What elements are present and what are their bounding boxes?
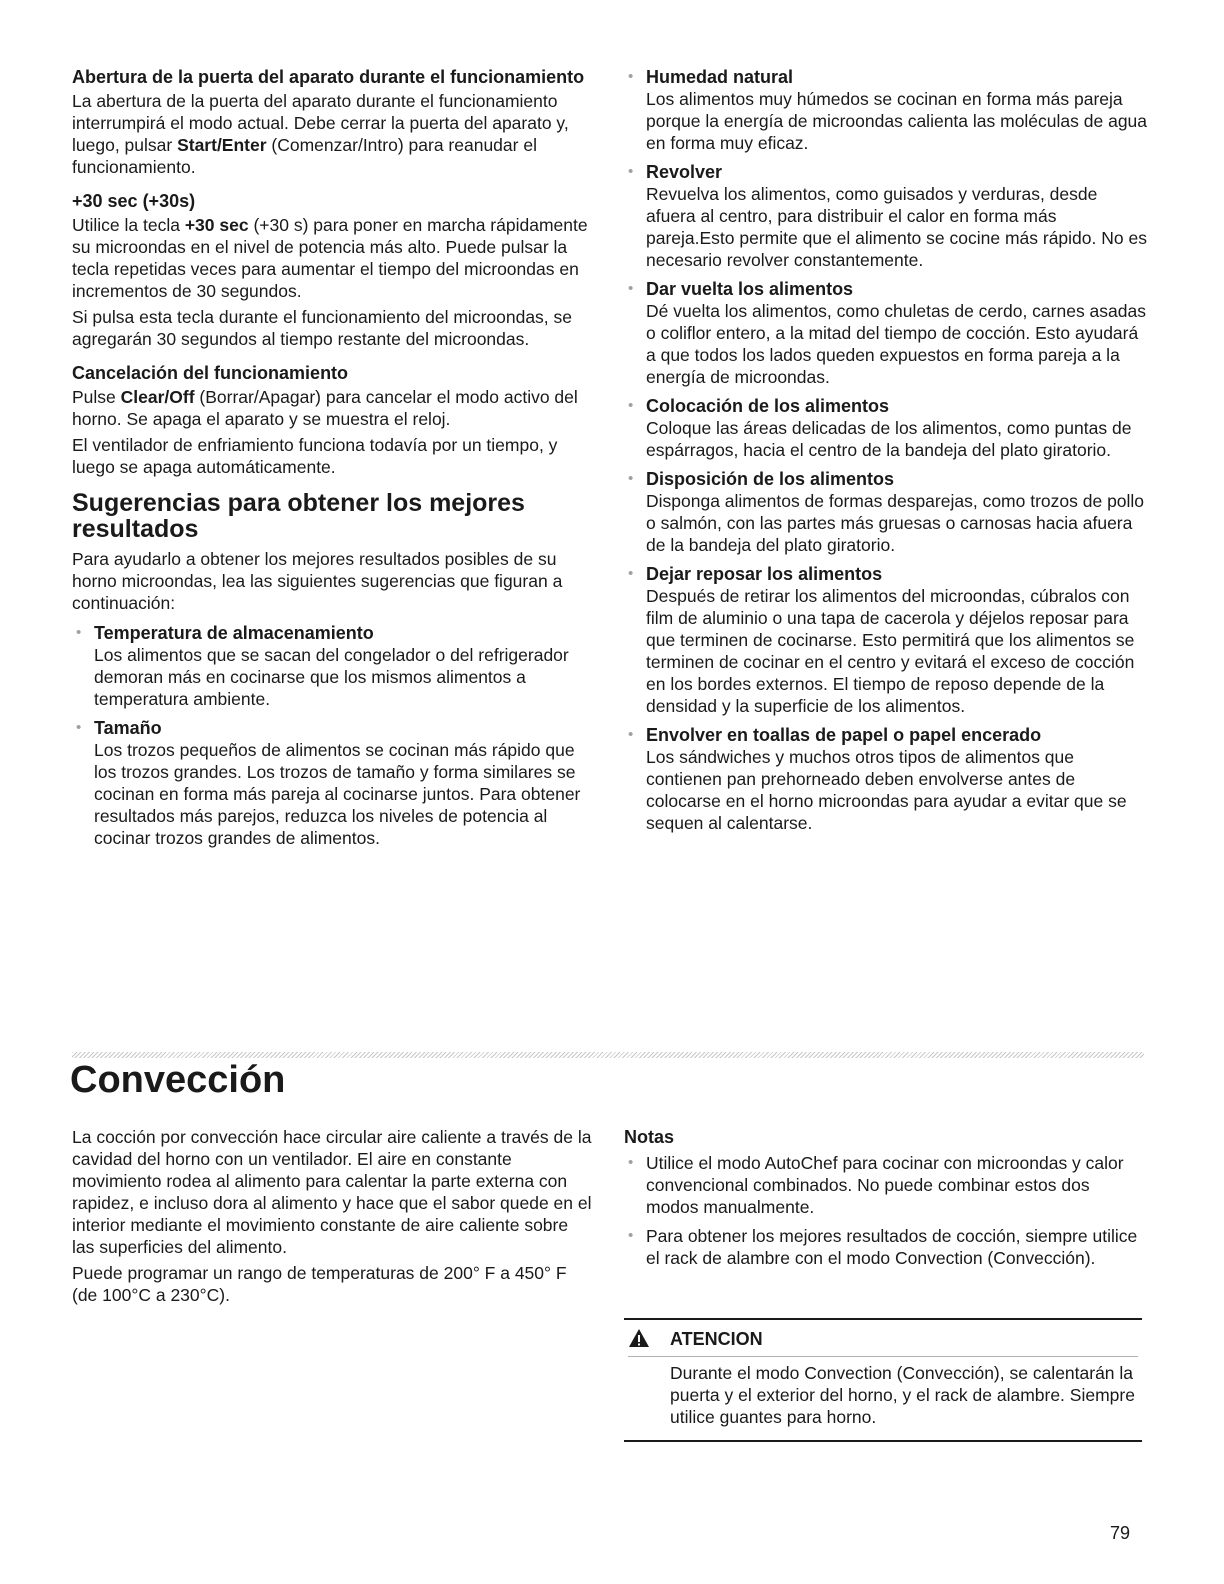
tips-intro: Para ayudarlo a obtener los mejores resultados posibles de su horno microondas, lea las siguientes sugerencias que figuran a continuación: [72, 549, 563, 613]
page-number: 79 [1110, 1523, 1131, 1543]
list-item [624, 66, 1148, 154]
warning-title: ATENCION [670, 1329, 763, 1349]
tip-text: Revuelva los alimentos, como guisados y verduras, desde afuera al centro, para distribuir el calor en forma más pareja.Esto permite que el alimento se cocine más rápido. No es necesario revolver constantemente. [646, 184, 1147, 270]
list-item [72, 717, 592, 849]
cancel-text: Pulse Clear/Off (Borrar/Apagar) para cancelar el modo activo del horno. Se apaga el aparato y se muestra el reloj. [72, 387, 578, 429]
clear-off-key: Clear/Off [120, 387, 195, 407]
tip-text: Los sándwiches y muchos otros tipos de alimentos que contienen pan prehorneado deben envolverse antes de colocarse en el horno microondas para ayudar a evitar que se sequen al calentarse. [646, 747, 1127, 833]
right-column-bottom [624, 1126, 1144, 1276]
plus30-text: Utilice la tecla +30 sec (+30 s) para poner en marcha rápidamente su microondas en el nivel de potencia más alto. Puede pulsar la tecla repetidas veces para aumentar el tiempo del microondas en incrementos de 30 segundos. [72, 215, 588, 301]
convection-title: Convección [70, 1059, 286, 1101]
tip-title: • Colocación de los alimentos [646, 396, 890, 416]
list-item [624, 468, 1148, 556]
tip-title: • Temperatura de almacenamiento [94, 623, 374, 643]
tip-text: Los trozos pequeños de alimentos se cocinan más rápido que los trozos grandes. Los trozos de tamaño y forma similares se cocinan en forma más pareja al cocinarse juntos. Para obtener resultados más parejos, reduzca los niveles de potencia al cocinar trozos grandes de alimentos. [94, 740, 581, 848]
warning-header [628, 1328, 1138, 1357]
tips-heading: Sugerencias para obtener los mejores resultados [72, 489, 525, 543]
plus30-heading: +30 sec (+30s) [72, 191, 196, 211]
note-text: • Para obtener los mejores resultados de cocción, siempre utilice el rack de alambre con el modo Convection (Convección). [646, 1226, 1138, 1268]
list-item [624, 563, 1148, 717]
tip-text: Los alimentos que se sacan del congelador o del refrigerador demoran más en cocinarse que los mismos alimentos a temperatura ambiente. [94, 645, 569, 709]
plus30-section [72, 190, 592, 350]
tip-title: • Dejar reposar los alimentos [646, 564, 883, 584]
tip-title: • Tamaño [94, 718, 162, 738]
cancel-text-2: El ventilador de enfriamiento funciona todavía por un tiempo, y luego se apaga automáticamente. [72, 435, 558, 477]
list-item [624, 161, 1148, 271]
tip-title: • Dar vuelta los alimentos [646, 279, 854, 299]
list-item [624, 278, 1148, 388]
plus30-key: +30 sec [184, 215, 249, 235]
cancel-section [72, 362, 592, 478]
tip-title: • Humedad natural [646, 67, 794, 87]
tip-title: • Envolver en toallas de papel o papel encerado [646, 725, 1042, 745]
plus30-text-2: Si pulsa esta tecla durante el funcionamiento del microondas, se agregarán 30 segundos al tiempo restante del microondas. [72, 307, 573, 349]
tip-text: Coloque las áreas delicadas de los alimentos, como puntas de espárragos, hacia el centro de la bandeja del plato giratorio. [646, 418, 1132, 460]
warning-text: Durante el modo Convection (Convección), se calentarán la puerta y el exterior del horno, y el rack de alambre. Siempre utilice guantes para horno. [670, 1363, 1135, 1427]
warning-triangle-icon [628, 1328, 650, 1348]
list-item [624, 1225, 1144, 1269]
right-column-top [624, 66, 1148, 841]
door-opening-text: La abertura de la puerta del aparato durante el funcionamiento interrumpirá el modo actual. Debe cerrar la puerta del aparato y, luego, pulsar Start/Enter (Comenzar/Intro) para reanudar el funcionamiento. [72, 91, 569, 177]
tip-title: • Revolver [646, 162, 723, 182]
tip-text: Los alimentos muy húmedos se cocinan en forma más pareja porque la energía de microondas calienta las moléculas de agua en forma muy eficaz. [646, 89, 1148, 153]
list-item [72, 622, 592, 710]
warning-box [624, 1318, 1142, 1442]
cancel-heading: Cancelación del funcionamiento [72, 363, 349, 383]
list-item [624, 1152, 1144, 1218]
door-opening-section [72, 66, 592, 178]
tips-section [72, 490, 592, 849]
notes-heading: Notas [624, 1127, 675, 1147]
tip-text: Dé vuelta los alimentos, como chuletas de cerdo, carnes asadas o coliflor entero, a la mitad del tiempo de cocción. Esto ayudará a que todos los lados queden expuestos en forma pareja a la energía de microondas. [646, 301, 1146, 387]
convection-para-1: La cocción por convección hace circular aire caliente a través de la cavidad del horno con un ventilador. El aire en constante movimiento rodea al alimento para calentar la parte externa con rapidez, e incluso dora al alimento y hace que el sabor quede en el interior mediante el movimiento constante de aire caliente sobre las superficies del alimento. [72, 1127, 592, 1257]
left-column-top [72, 66, 592, 856]
tip-text: Disponga alimentos de formas desparejas, como trozos de pollo o salmón, con las partes más gruesas o carnosas hacia afuera de la bandeja del plato giratorio. [646, 491, 1145, 555]
tip-text: Después de retirar los alimentos del microondas, cúbralos con film de aluminio o una tapa de cacerola y déjelos reposar para que terminen de cocinarse. Esto permitirá que los alimentos se terminen de cocinar en el centro y evitará el exceso de cocción en los bordes externos. El tiempo de reposo depende de la densidad y la superficie de los alimentos. [646, 586, 1135, 716]
note-text: • Utilice el modo AutoChef para cocinar con microondas y calor convencional combinados. No puede combinar estos dos modos manualmente. [646, 1153, 1124, 1217]
list-item [624, 724, 1148, 834]
tip-title: • Disposición de los alimentos [646, 469, 895, 489]
left-column-bottom [72, 1126, 592, 1310]
list-item [624, 395, 1148, 461]
convection-para-2: Puede programar un rango de temperaturas de 200° F a 450° F (de 100°C a 230°C). [72, 1263, 567, 1305]
start-enter-key: Start/Enter [177, 135, 267, 155]
door-opening-heading: Abertura de la puerta del aparato durante el funcionamiento [72, 67, 585, 87]
